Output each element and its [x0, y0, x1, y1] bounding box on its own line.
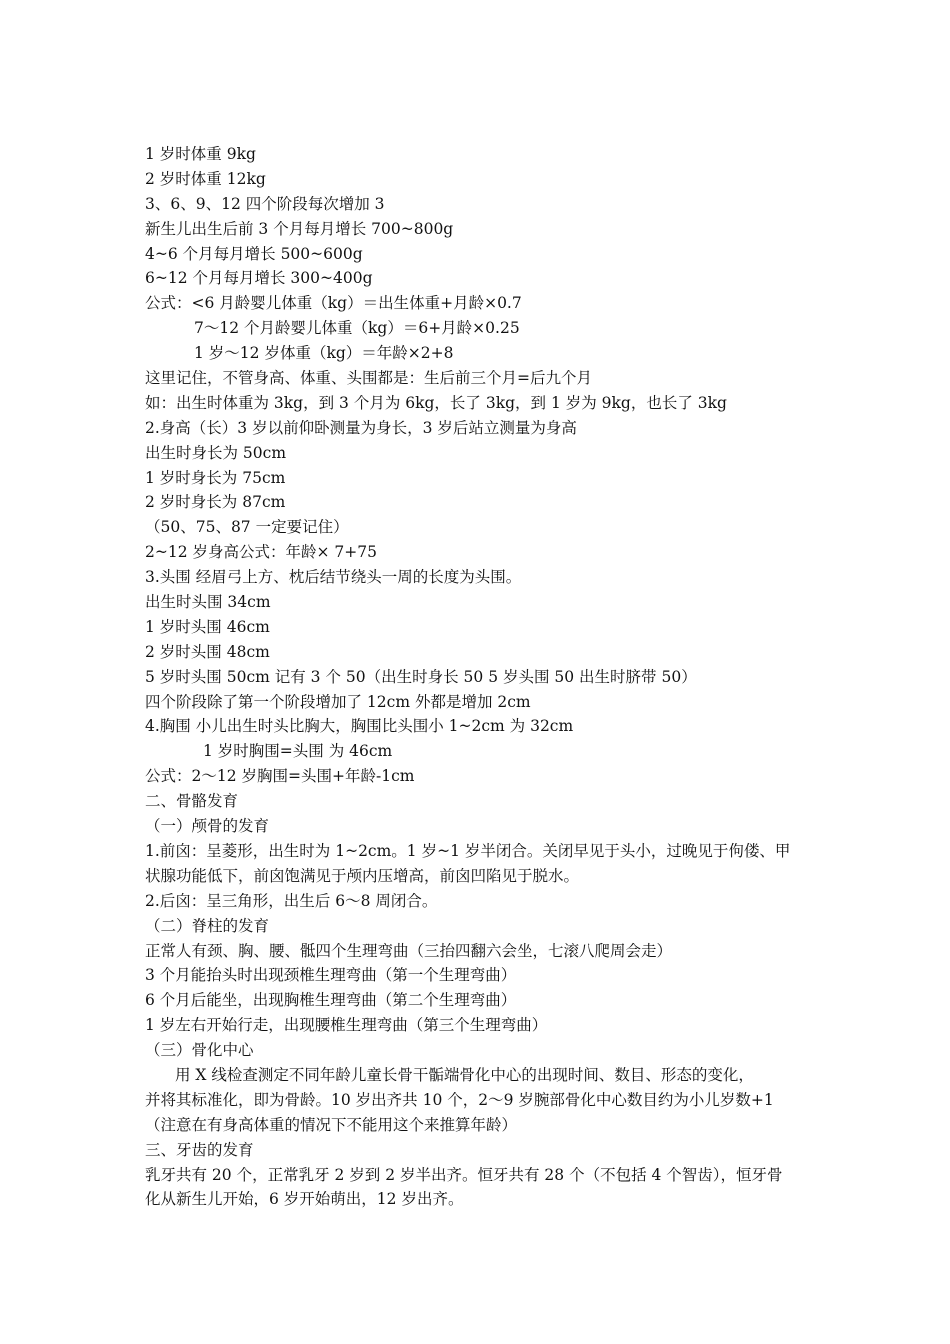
text-line: 乳牙共有 20 个，正常乳牙 2 岁到 2 岁半出齐。恒牙共有 28 个（不包括 4 个智齿），恒牙骨	[145, 1165, 783, 1184]
formula-line: 公式：<6 月龄婴儿体重（kg）＝出生体重+月龄×0.7	[145, 294, 522, 313]
document-body	[145, 142, 815, 1212]
subsection-heading: （一）颅骨的发育	[145, 817, 270, 836]
text-line: 并将其标准化，即为骨龄。10 岁出齐共 10 个，2～9 岁腕部骨化中心数目约为小儿岁数+1	[145, 1090, 774, 1109]
text-line: 1 岁左右开始行走，出现腰椎生理弯曲（第三个生理弯曲）	[145, 1016, 548, 1035]
subsection-heading: （三）骨化中心	[145, 1041, 254, 1060]
text-line: 出生时头围 34cm	[145, 593, 271, 612]
text-line: 6 个月后能坐，出现胸椎生理弯曲（第二个生理弯曲）	[145, 991, 517, 1010]
text-line: 新生儿出生后前 3 个月每月增长 700~800g	[145, 219, 454, 238]
formula-line: 公式：2～12 岁胸围=头围+年龄-1cm	[145, 767, 415, 786]
formula-line: 1 岁～12 岁体重（kg）＝年龄×2+8	[194, 344, 454, 363]
text-line: 5 岁时头围 50cm 记有 3 个 50（出生时身长 50 5 岁头围 50 出生时脐带 50）	[145, 667, 697, 686]
formula-line: 7～12 个月龄婴儿体重（kg）＝6+月龄×0.25	[194, 319, 520, 338]
text-line: 1.前囟：呈菱形，出生时为 1~2cm。1 岁~1 岁半闭合。关闭早见于头小，过晚见于佝偻、甲	[145, 841, 791, 860]
text-line: 2.后囟：呈三角形，出生后 6～8 周闭合。	[145, 891, 438, 910]
chapter-heading: 二、骨骼发育	[145, 792, 239, 811]
text-line: 1 岁时身长为 75cm	[145, 468, 286, 487]
text-line: 用 X 线检查测定不同年龄儿童长骨干骺端骨化中心的出现时间、数目、形态的变化，	[175, 1065, 754, 1084]
chapter-heading: 三、牙齿的发育	[145, 1140, 254, 1159]
text-line: 正常人有颈、胸、腰、骶四个生理弯曲（三抬四翻六会坐，七滚八爬周会走）	[145, 941, 673, 960]
text-line: 四个阶段除了第一个阶段增加了 12cm 外都是增加 2cm	[145, 692, 531, 711]
section-heading: 3.头围 经眉弓上方、枕后结节绕头一周的长度为头围。	[145, 568, 522, 587]
text-line: 1 岁时胸围=头围 为 46cm	[203, 742, 393, 761]
text-line: 2 岁时头围 48cm	[145, 642, 270, 661]
text-line: （注意在有身高体重的情况下不能用这个来推算年龄）	[145, 1115, 518, 1134]
text-line: 状腺功能低下，前囟饱满见于颅内压增高，前囟凹陷见于脱水。	[145, 866, 580, 885]
formula-line: 2~12 岁身高公式：年龄× 7+75	[145, 543, 377, 562]
subsection-heading: （二）脊柱的发育	[145, 916, 270, 935]
text-line: 2 岁时身长为 87cm	[145, 493, 286, 512]
text-line: （50、75、87 一定要记住）	[145, 518, 349, 537]
text-line: 1 岁时头围 46cm	[145, 617, 270, 636]
section-heading: 4.胸围 小儿出生时头比胸大，胸围比头围小 1~2cm 为 32cm	[145, 717, 574, 736]
text-line: 如：出生时体重为 3kg，到 3 个月为 6kg，长了 3kg，到 1 岁为 9kg，也长了 3kg	[145, 393, 727, 412]
text-line: 1 岁时体重 9kg	[145, 145, 256, 163]
section-heading: 2.身高（长）3 岁以前仰卧测量为身长，3 岁后站立测量为身高	[145, 418, 577, 437]
text-line: 6~12 个月每月增长 300~400g	[145, 269, 373, 288]
text-line: 出生时身长为 50cm	[145, 443, 287, 462]
text-line: 2 岁时体重 12kg	[145, 169, 266, 188]
text-line: 这里记住，不管身高、体重、头围都是：生后前三个月=后九个月	[145, 369, 592, 388]
text-line: 4~6 个月每月增长 500~600g	[145, 244, 363, 263]
text-line: 3、6、9、12 四个阶段每次增加 3	[145, 194, 385, 213]
text-line: 化从新生儿开始，6 岁开始萌出，12 岁出齐。	[145, 1190, 464, 1209]
text-line: 3 个月能抬头时出现颈椎生理弯曲（第一个生理弯曲）	[145, 966, 517, 985]
